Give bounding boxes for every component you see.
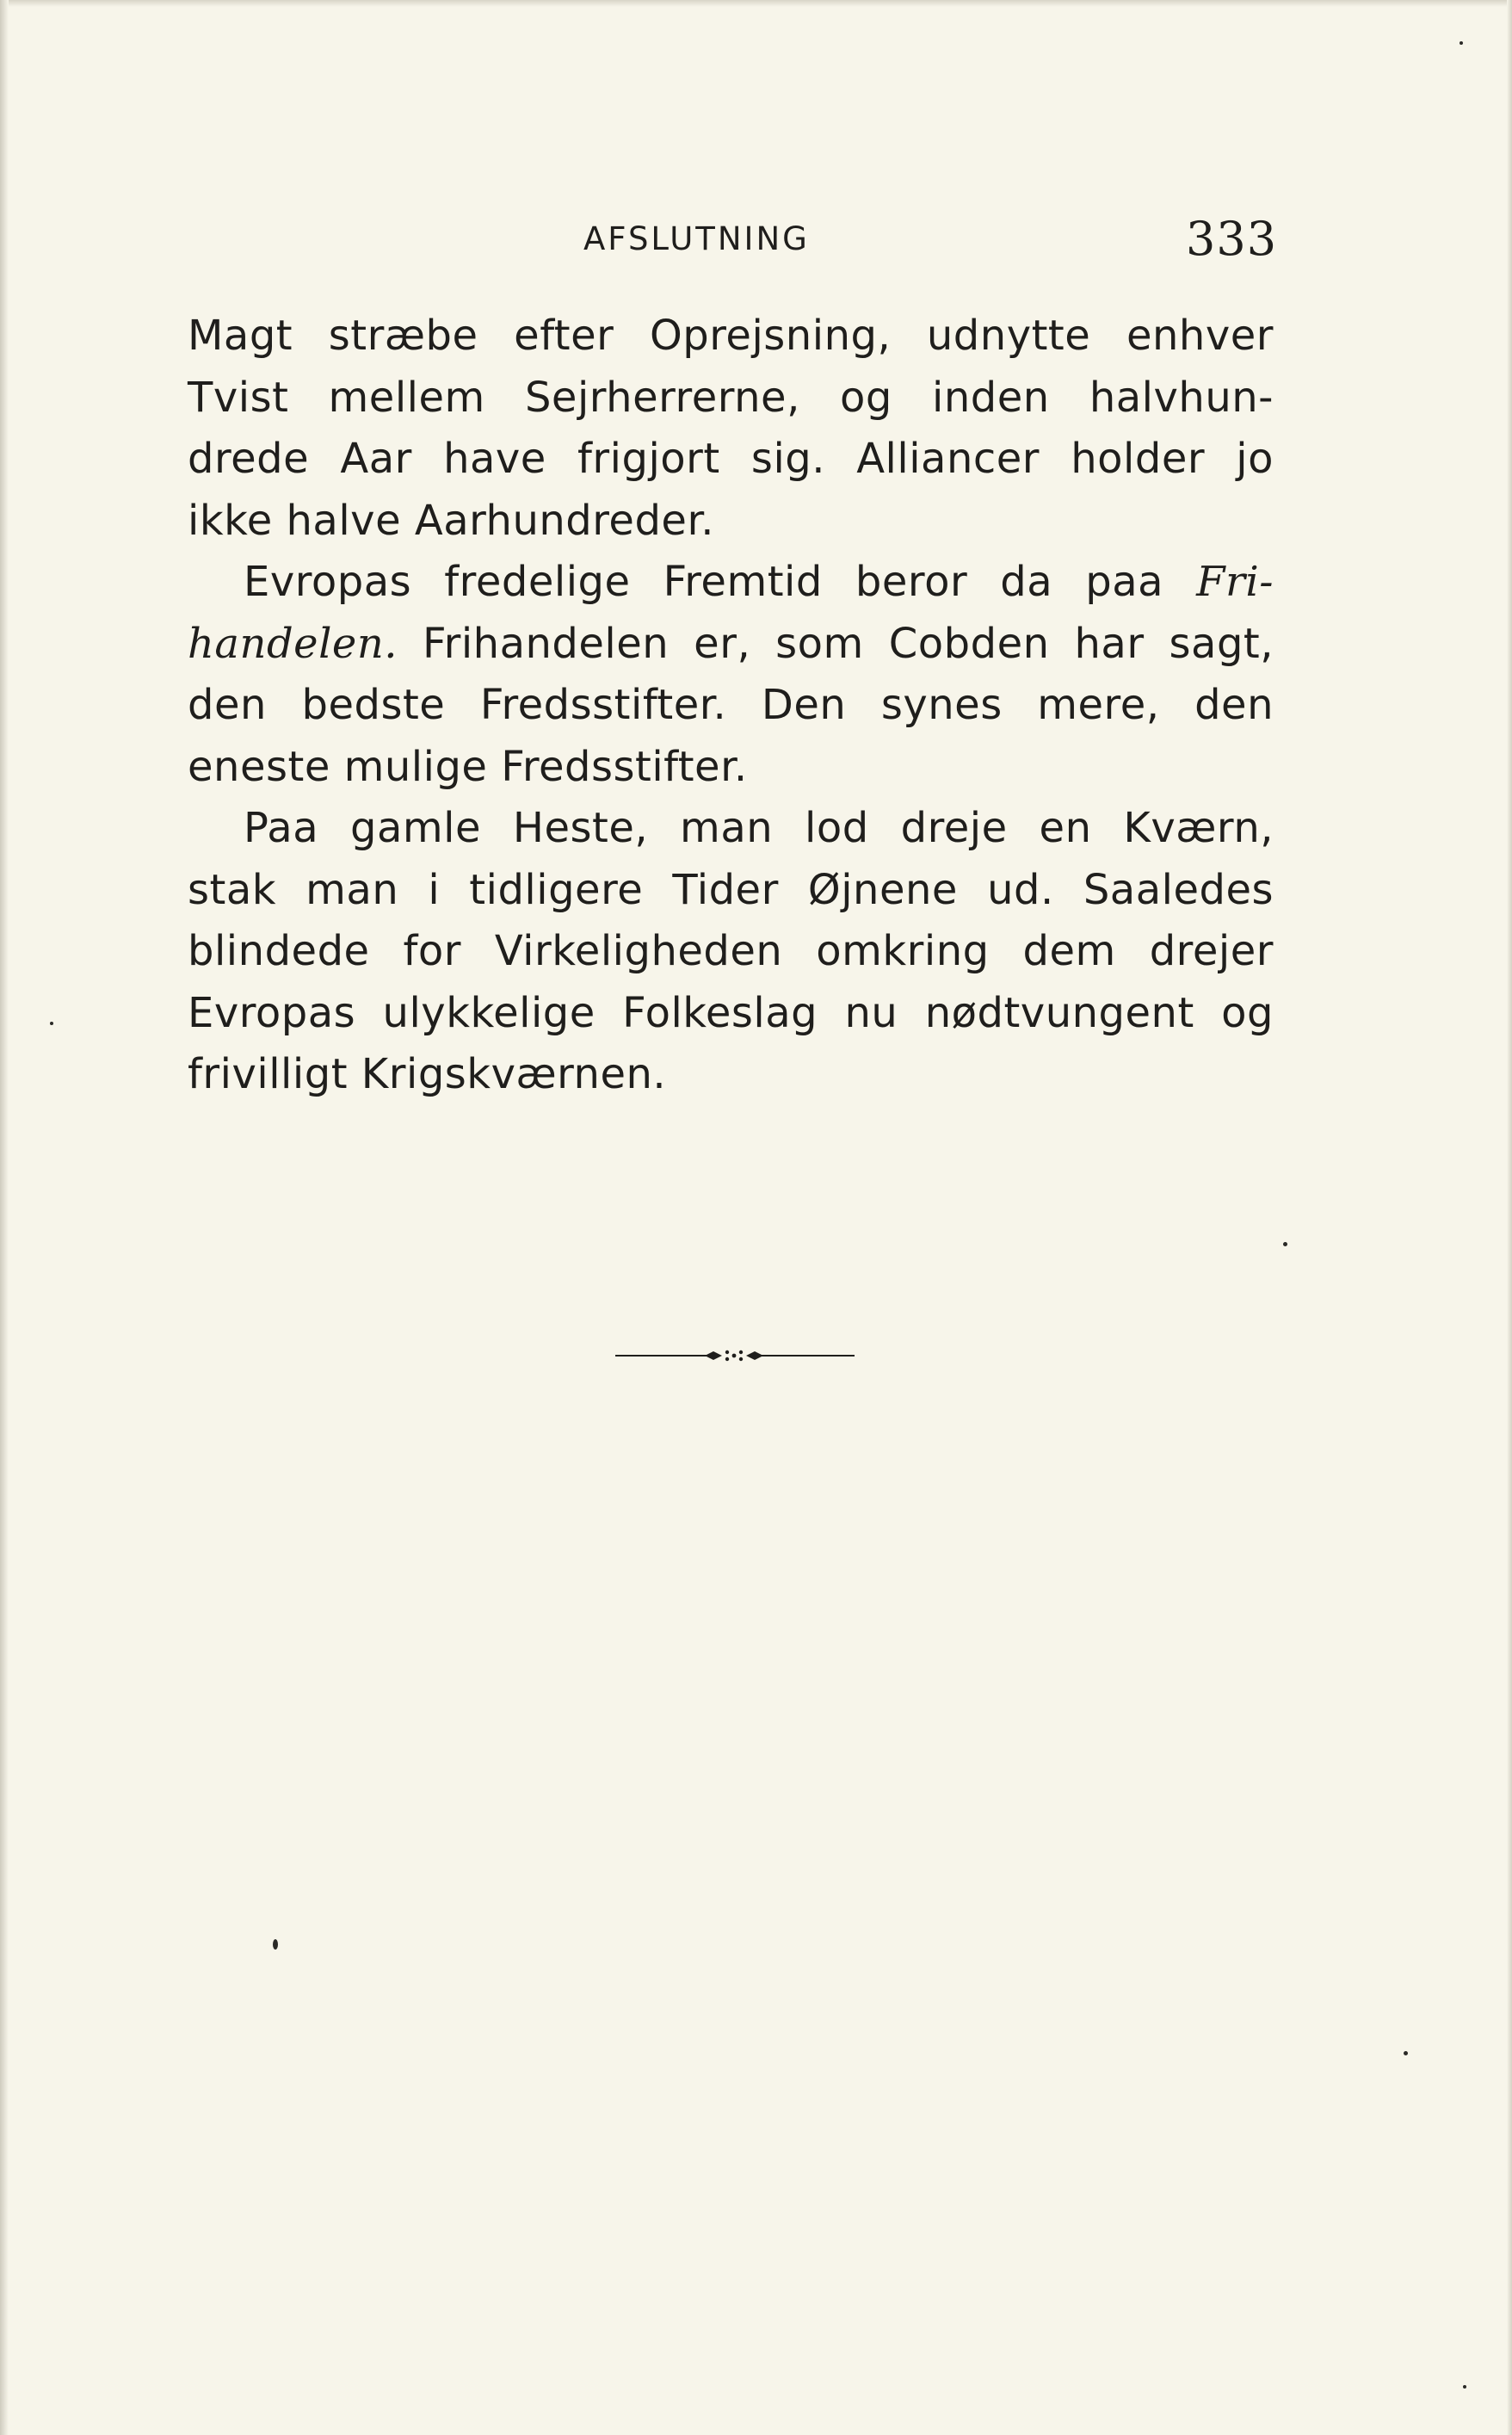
- paper-speck: [50, 1022, 53, 1025]
- paper-speck: [1460, 41, 1463, 45]
- italic-term: Fri-: [1196, 558, 1274, 606]
- page-edge-left: [0, 0, 9, 2435]
- text-line: frivilligt Krigskværnen.: [188, 1050, 667, 1098]
- text-line: eneste mulige Fredsstifter.: [188, 742, 748, 791]
- paper-speck: [1283, 1242, 1287, 1246]
- text-line: [188, 552, 1274, 614]
- page-number: 333: [1186, 212, 1278, 266]
- text-span: Evropas fredelige Fremtid beror da paa: [244, 558, 1164, 606]
- text-line: drede Aar have frigjort sig. Alliancer holder jo: [188, 435, 1274, 483]
- text-line: ikke halve Aarhundreder.: [188, 496, 715, 545]
- paper-speck: [273, 1939, 278, 1950]
- paper-speck: [1404, 2051, 1408, 2055]
- text-span: Frihandelen er, som Cobden har sagt,: [422, 619, 1274, 668]
- text-line: den bedste Fredsstifter. Den synes mere, den: [188, 681, 1274, 729]
- section-end-ornament-icon: [615, 1344, 855, 1367]
- running-title: AFSLUTNING: [583, 220, 810, 257]
- text-line: Evropas ulykkelige Folkeslag nu nødtvungent og: [188, 988, 1274, 1037]
- text-line: blindede for Virkeligheden omkring dem drejer: [188, 927, 1274, 975]
- running-head: [0, 212, 1512, 266]
- text-line: Magt stræbe efter Oprejsning, udnytte enhver: [188, 312, 1274, 360]
- text-line: [188, 614, 1274, 676]
- page-edge-top: [0, 0, 1512, 7]
- text-line: Paa gamle Heste, man lod dreje en Kværn,: [244, 804, 1274, 852]
- text-line: Tvist mellem Sejrherrerne, og inden halvhun-: [188, 373, 1274, 422]
- body-text: [188, 306, 1274, 1106]
- paper-speck: [1463, 2385, 1466, 2389]
- text-line: stak man i tidligere Tider Øjnene ud. Saaledes: [188, 865, 1274, 914]
- italic-term: handelen.: [188, 619, 398, 668]
- page-edge-right: [1507, 0, 1512, 2435]
